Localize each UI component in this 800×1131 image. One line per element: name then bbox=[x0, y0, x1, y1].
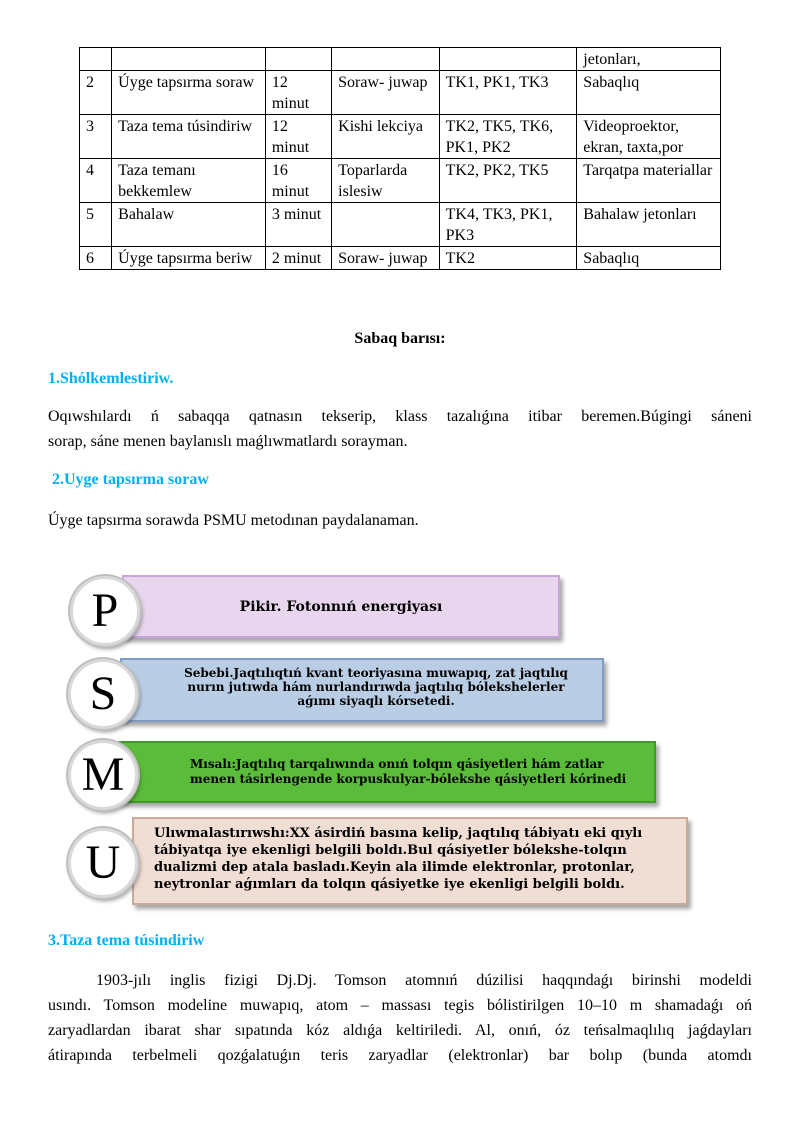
heading-homework-check: 2.Uyge tapsırma soraw bbox=[52, 471, 209, 488]
psmu-diagram bbox=[62, 566, 702, 916]
table-cell-number: 3 bbox=[80, 115, 112, 159]
section-title: Sabaq barısı: bbox=[354, 330, 446, 347]
table-cell-stage: Úyge tapsırma soraw bbox=[112, 71, 266, 115]
table-cell-method: Kishi lekciya bbox=[332, 115, 440, 159]
table-cell-duration: 3 minut bbox=[265, 203, 331, 247]
table-cell-resources: jetonları, bbox=[577, 48, 721, 71]
table-cell-duration: 12 minut bbox=[265, 115, 331, 159]
table-cell-method bbox=[332, 203, 440, 247]
table-cell-method: Soraw- juwap bbox=[332, 71, 440, 115]
table-cell-duration: 16 minut bbox=[265, 159, 331, 203]
paragraph-topic-line-2: usındı. Tomson modeline muwapıq, atom – massası tegis bólistirilgen 10–10 m shamadaǵı oń bbox=[48, 997, 752, 1014]
table-cell-duration bbox=[265, 48, 331, 71]
table-cell-resources: Sabaqlıq bbox=[577, 71, 721, 115]
table-cell-stage bbox=[112, 48, 266, 71]
paragraph-organization-line-2: sorap, sáne menen baylanıslı maǵlıwmatlardı sorayman. bbox=[48, 433, 408, 450]
paragraph-topic-line-4: átirapında terbelmeli qozǵalatuǵın teris zaryadlar (elektronlar) bar bolıp (bunda atomdı bbox=[48, 1047, 752, 1064]
paragraph-organization-line-1: Oqıwshılardı ń sabaqqa qatnasın tekserip, klass tazalıǵına itibar beremen.Búgingi sáneni bbox=[48, 408, 752, 425]
table-cell-duration: 2 minut bbox=[265, 247, 331, 270]
table-cell-competencies: TK2 bbox=[439, 247, 577, 270]
table-cell-stage: Taza temanı bekkemlew bbox=[112, 159, 266, 203]
psmu-reason-box: Sebebi.Jaqtılıqtıń kvant teoriyasına muwapıq, zat jaqtılıq nurın jutıwda hám nurlandırıwda jaqtılıq bólekshelerler aǵımı siyaqlı kórsetedi. bbox=[120, 658, 604, 722]
table-cell-competencies bbox=[439, 48, 577, 71]
table-cell-resources: Videoproektor, ekran, taxta,por bbox=[577, 115, 721, 159]
table-cell-resources: Bahalaw jetonları bbox=[577, 203, 721, 247]
psmu-letter-s: S bbox=[68, 659, 138, 729]
table-cell-resources: Sabaqlıq bbox=[577, 247, 721, 270]
table-cell-stage: Taza tema túsindiriw bbox=[112, 115, 266, 159]
table-cell-method bbox=[332, 48, 440, 71]
table-cell-competencies: TK4, TK3, PK1, PK3 bbox=[439, 203, 577, 247]
table-row bbox=[80, 203, 721, 247]
table-cell-number bbox=[80, 48, 112, 71]
psmu-letter-p: P bbox=[70, 576, 140, 646]
table-cell-number: 5 bbox=[80, 203, 112, 247]
table-cell-stage: Bahalaw bbox=[112, 203, 266, 247]
psmu-letter-m: M bbox=[68, 740, 138, 810]
psmu-letter-u: U bbox=[68, 828, 138, 898]
table-cell-stage: Úyge tapsırma beriw bbox=[112, 247, 266, 270]
lesson-plan-table bbox=[79, 47, 721, 270]
table-cell-competencies: TK2, PK2, TK5 bbox=[439, 159, 577, 203]
heading-organization: 1.Shólkemlestiriw. bbox=[48, 370, 174, 387]
table-cell-method: Toparlarda islesiw bbox=[332, 159, 440, 203]
table-cell-number: 4 bbox=[80, 159, 112, 203]
table-cell-duration: 12 minut bbox=[265, 71, 331, 115]
table-row bbox=[80, 71, 721, 115]
table-cell-number: 6 bbox=[80, 247, 112, 270]
heading-new-topic: 3.Taza tema túsindiriw bbox=[48, 932, 205, 949]
table-row bbox=[80, 247, 721, 270]
table-cell-number: 2 bbox=[80, 71, 112, 115]
table-cell-competencies: TK2, TK5, TK6, PK1, PK2 bbox=[439, 115, 577, 159]
psmu-opinion-box: Pikir. Fotonnıń energiyası bbox=[122, 575, 560, 638]
table-row bbox=[80, 159, 721, 203]
table-cell-method: Soraw- juwap bbox=[332, 247, 440, 270]
paragraph-homework-method: Úyge tapsırma sorawda PSMU metodınan paydalanaman. bbox=[48, 512, 419, 529]
table-cell-competencies: TK1, PK1, TK3 bbox=[439, 71, 577, 115]
table-row bbox=[80, 115, 721, 159]
paragraph-topic-line-1: 1903-jılı inglis fizigi Dj.Dj. Tomson atomnıń dúzilisi haqqındaǵı birinshi modeldi bbox=[96, 972, 752, 989]
table-cell-resources: Tarqatpa materiallar bbox=[577, 159, 721, 203]
psmu-example-box: Mısalı:Jaqtılıq tarqalıwında onıń tolqın qásiyetleri hám zatlar menen tásirlengende korpuskulyar-bólekshe qásiyetleri kórinedi bbox=[118, 741, 656, 803]
paragraph-topic-line-3: zaryadlardan ibarat shar sıpatında kóz aldıǵa keltiriledi. Al, onıń, óz teńsalmaqlılıq jaǵdayları bbox=[48, 1022, 752, 1039]
table-row bbox=[80, 48, 721, 71]
psmu-generalization-box: Ulıwmalastırıwshı:XX ásirdiń basına kelip, jaqtılıq tábiyatı eki qıylı tábiyatqa iye ekenligi belgili boldı.Bul qásiyetler bólekshe-tolqın dualizmi dep atala basladı.Keyin ala ilimde elektronlar, protonlar, neytronlar aǵımları da tolqın qásiyetke iye ekenligi belgili boldı. bbox=[132, 817, 688, 905]
